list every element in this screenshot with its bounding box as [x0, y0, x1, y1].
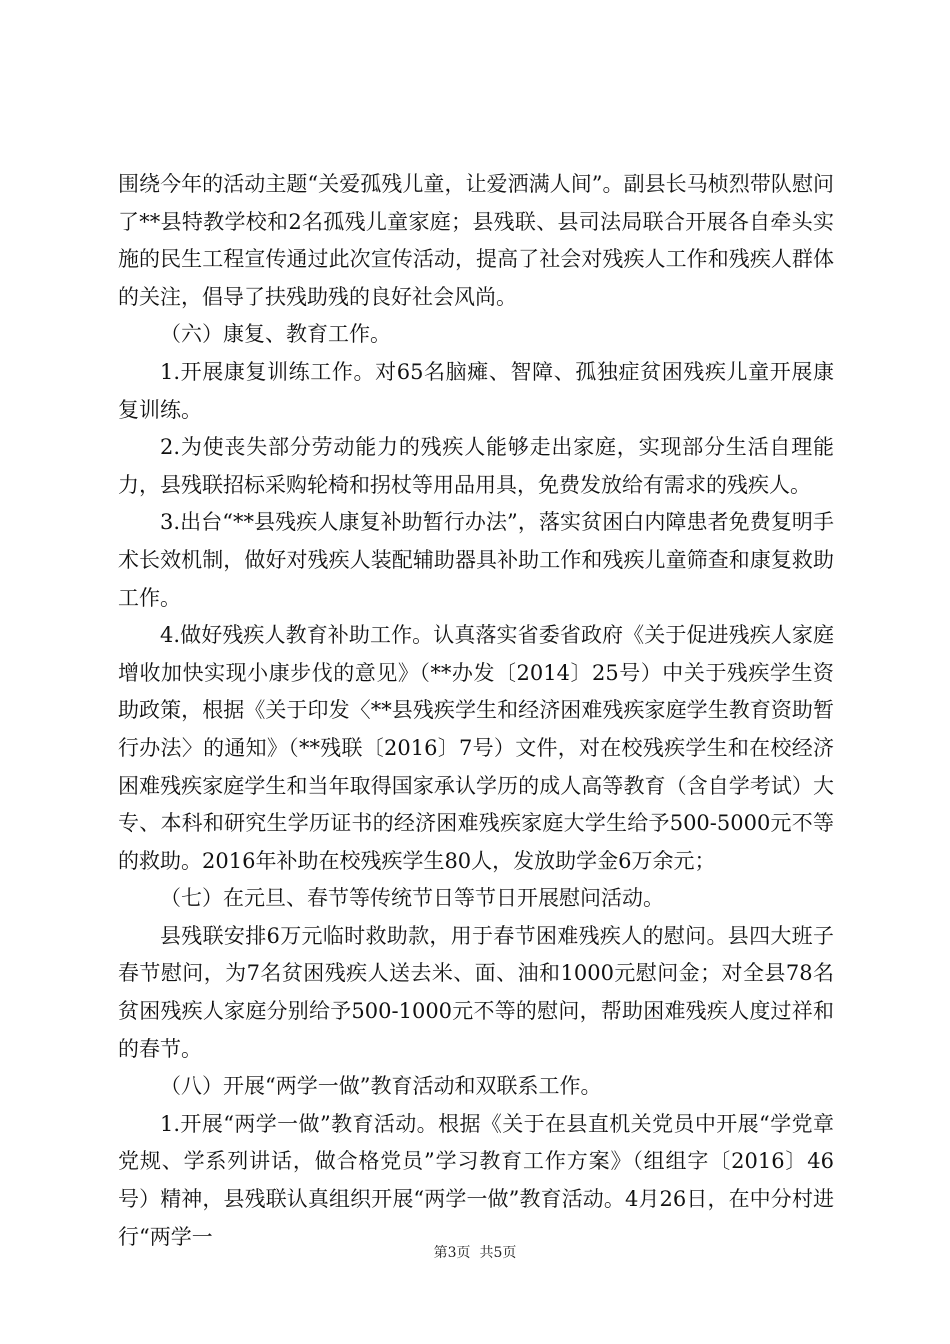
paragraph-1: 围绕今年的活动主题“关爱孤残儿童，让爱洒满人间”。副县长马桢烈带队慰问了**县特教学校和2名孤残儿童家庭；县残联、县司法局联合开展各自牵头实施的民生工程宣传通过此次宣传活动，提高了社会对残疾人工作和残疾人群体的关注，倡导了扶残助残的良好社会风尚。 [118, 172, 834, 309]
paragraph-rehab-3: 3.出台“**县残疾人康复补助暂行办法”，落实贫困白内障患者免费复明手术长效机制，做好对残疾人装配辅助器具补助工作和残疾儿童筛查和康复救助工作。 [118, 510, 834, 610]
section-heading-8: （八）开展“两学一做”教育活动和双联系工作。 [160, 1074, 602, 1099]
document-body [118, 166, 834, 1256]
page-number-footer: 第3页 共5页 [433, 1245, 517, 1261]
paragraph-rehab-1: 1.开展康复训练工作。对65名脑瘫、智障、孤独症贫困残疾儿童开展康复训练。 [118, 359, 834, 422]
section-heading-7: （七）在元旦、春节等传统节日等节日开展慰问活动。 [160, 886, 664, 911]
paragraph-education-4: 4.做好残疾人教育补助工作。认真落实省委省政府《关于促进残疾人家庭增收加快实现小康步伐的意见》（**办发〔2014〕25号）中关于残疾学生资助政策，根据《关于印发〈**县残疾学生和经济困难残疾家庭学生教育资助暂行办法〉的通知》（**残联〔2016〕7号）文件，对在校残疾学生和在校经济困难残疾家庭学生和当年取得国家承认学历的成人高等教育（含自学考试）大专、本科和研究生学历证书的经济困难残疾家庭大学生给予500-5000元不等的救助。2016年补助在校残疾学生80人，发放助学金6万余元； [118, 623, 834, 873]
paragraph-rehab-2: 2.为使丧失部分劳动能力的残疾人能够走出家庭，实现部分生活自理能力，县残联招标采购轮椅和拐杖等用品用具，免费发放给有需求的残疾人。 [118, 435, 834, 497]
section-heading-6: （六）康复、教育工作。 [160, 322, 391, 347]
paragraph-two-studies-1: 1.开展“两学一做”教育活动。根据《关于在县直机关党员中开展“学党章党规、学系列讲话，做合格党员”学习教育工作方案》（组组字〔2016〕46号）精神，县残联认真组织开展“两学一做”教育活动。4月26日，在中分村进行“两学一 [118, 1111, 834, 1249]
paragraph-holiday-visits: 县残联安排6万元临时救助款，用于春节困难残疾人的慰问。县四大班子春节慰问，为7名贫困残疾人送去米、面、油和1000元慰问金；对全县78名贫困残疾人家庭分别给予500-1000元不等的慰问，帮助困难残疾人度过祥和的春节。 [118, 923, 834, 1061]
